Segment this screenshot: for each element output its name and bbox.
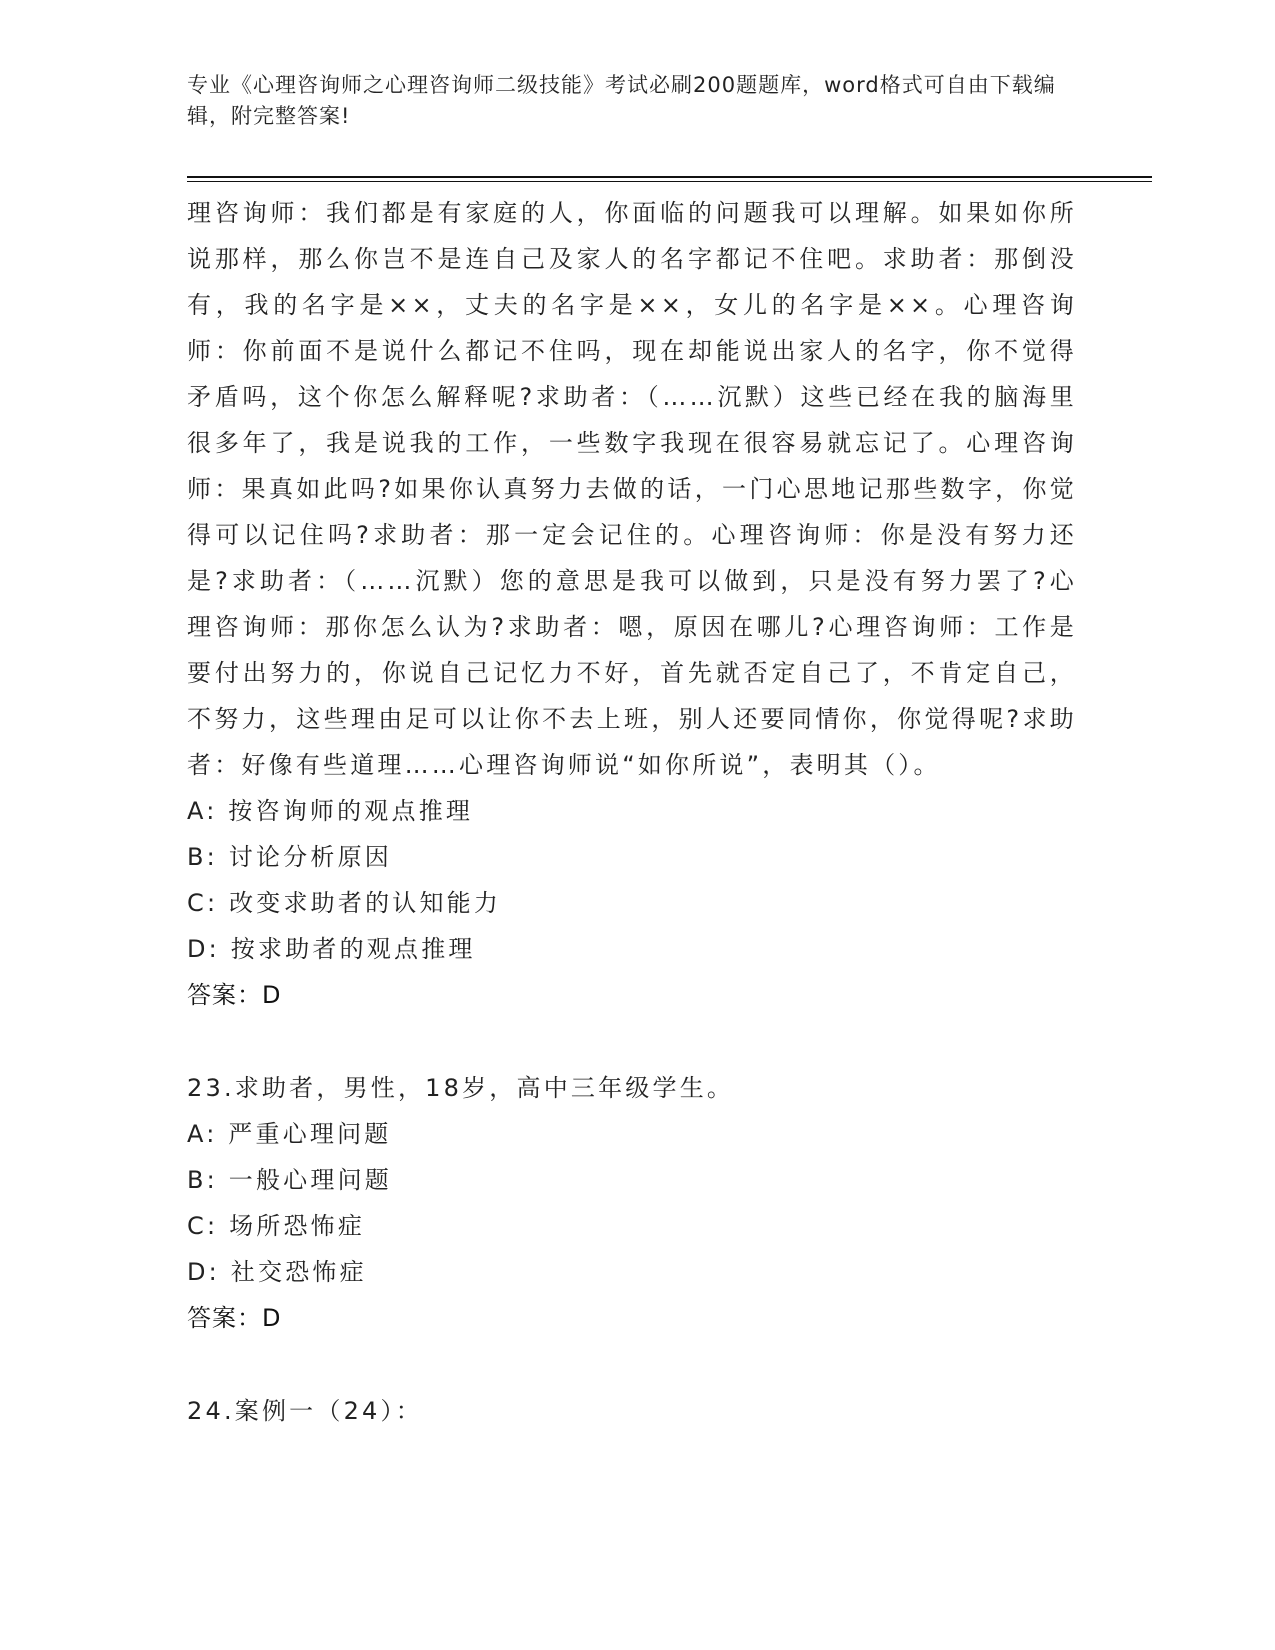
question-24 xyxy=(187,1388,1077,1434)
document-content xyxy=(187,190,1077,1434)
answer-label: 答案：D xyxy=(187,981,282,1009)
header-divider-thick xyxy=(187,176,1152,178)
option-d: D: 按求助者的观点推理 xyxy=(187,935,476,963)
question-stem: 24.案例一（24）： xyxy=(187,1397,423,1425)
option-a: A: 严重心理问题 xyxy=(187,1120,392,1148)
option-c: C: 场所恐怖症 xyxy=(187,1212,366,1240)
spacer xyxy=(187,1341,1077,1388)
question-passage: 理咨询师：我们都是有家庭的人，你面临的问题我可以理解。如果如你所说那样，那么你岂不是连自己及家人的名字都记不住吧。求助者：那倒没有，我的名字是××，丈夫的名字是××，女儿的名字是××。心理咨询师：你前面不是说什么都记不住吗，现在却能说出家人的名字，你不觉得矛盾吗，这个你怎么解释呢?求助者：（……沉默）这些已经在我的脑海里很多年了，我是说我的工作，一些数字我现在很容易就忘记了。心理咨询师：果真如此吗?如果你认真努力去做的话，一门心思地记那些数字，你觉得可以记住吗?求助者：那一定会记住的。心理咨询师：你是没有努力还是?求助者：（……沉默）您的意思是我可以做到，只是没有努力罢了?心理咨询师：那你怎么认为?求助者：嗯，原因在哪儿?心理咨询师：工作是要付出努力的，你说自己记忆力不好，首先就否定自己了，不肯定自己，不努力，这些理由足可以让你不去上班，别人还要同情你，你觉得呢?求助者：好像有些道理……心理咨询师说“如你所说”，表明其（）。 xyxy=(187,199,1077,779)
document-header: 专业《心理咨询师之心理咨询师二级技能》考试必刷200题题库，word格式可自由下载编辑，附完整答案! xyxy=(187,73,1056,128)
option-c: C: 改变求助者的认知能力 xyxy=(187,889,502,917)
header-divider-thin xyxy=(187,181,1152,182)
spacer xyxy=(187,1018,1077,1065)
option-b: B: 讨论分析原因 xyxy=(187,843,392,871)
question-23 xyxy=(187,1065,1077,1341)
option-d: D: 社交恐怖症 xyxy=(187,1258,367,1286)
option-b: B: 一般心理问题 xyxy=(187,1166,392,1194)
question-stem: 23.求助者，男性，18岁，高中三年级学生。 xyxy=(187,1074,735,1102)
option-a: A: 按咨询师的观点推理 xyxy=(187,797,474,825)
answer-label: 答案：D xyxy=(187,1304,282,1332)
question-22 xyxy=(187,190,1077,1018)
